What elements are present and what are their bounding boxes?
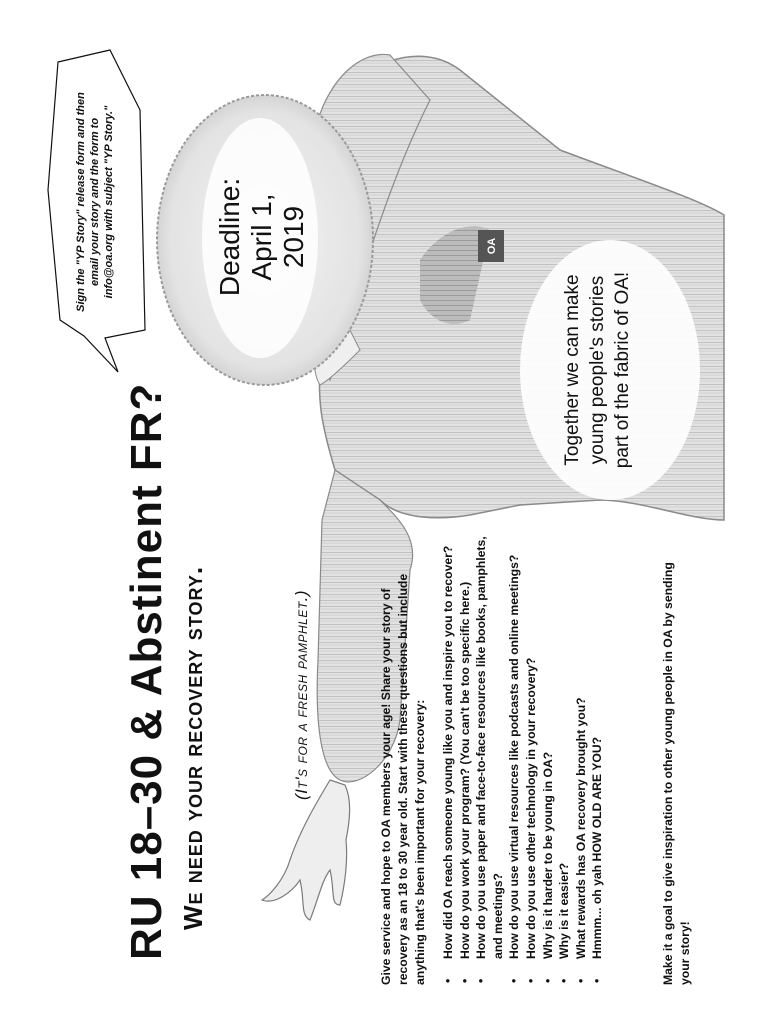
flyer-subtitle: We need your recovery story. xyxy=(178,565,208,930)
question-item: • What rewards has OA recovery brought you? xyxy=(573,525,590,985)
question-item: • Why is it harder to be young in OA? xyxy=(540,525,557,985)
question-item: • How do you use virtual resources like podcasts and online meetings? xyxy=(506,525,523,985)
together-text: Together we can make young people's stories part of the fabric of OA! xyxy=(562,271,633,469)
question-item: • Hmmm... oh yah HOW OLD ARE YOU? xyxy=(589,525,606,985)
flyer-tagline: (It's for a fresh pamphlet.) xyxy=(292,589,311,800)
question-item: • Why is it easier? xyxy=(556,525,573,985)
question-list xyxy=(440,525,606,985)
question-item: • How did OA reach someone young like you and inspire you to recover? xyxy=(440,525,457,985)
question-item: • How do you use paper and face-to-face resources like books, pamphlets, and meetings? xyxy=(473,525,506,985)
flyer-title: RU 18–30 & Abstinent FR? xyxy=(122,382,171,960)
callout-text: Sign the "YP Story" release form and then email your story and the form to info@oa.org with subject "YP Story." xyxy=(75,92,115,312)
question-item: • How do you work your program? (You can't be too specific here.) xyxy=(457,525,474,985)
closing-paragraph: Make it a goal to give inspiration to other young people in OA by sending your story! xyxy=(661,562,692,985)
question-item: • How do you use other technology in your recovery? xyxy=(523,525,540,985)
deadline-text: Deadline: April 1, 2019 xyxy=(214,177,309,297)
sweater-logo: OA xyxy=(486,237,498,255)
intro-paragraph: Give service and hope to OA members your age! Share your story of recovery as an 18 to 30 year old. Start with these questions but include anything that's been important for your recovery: xyxy=(379,573,427,985)
